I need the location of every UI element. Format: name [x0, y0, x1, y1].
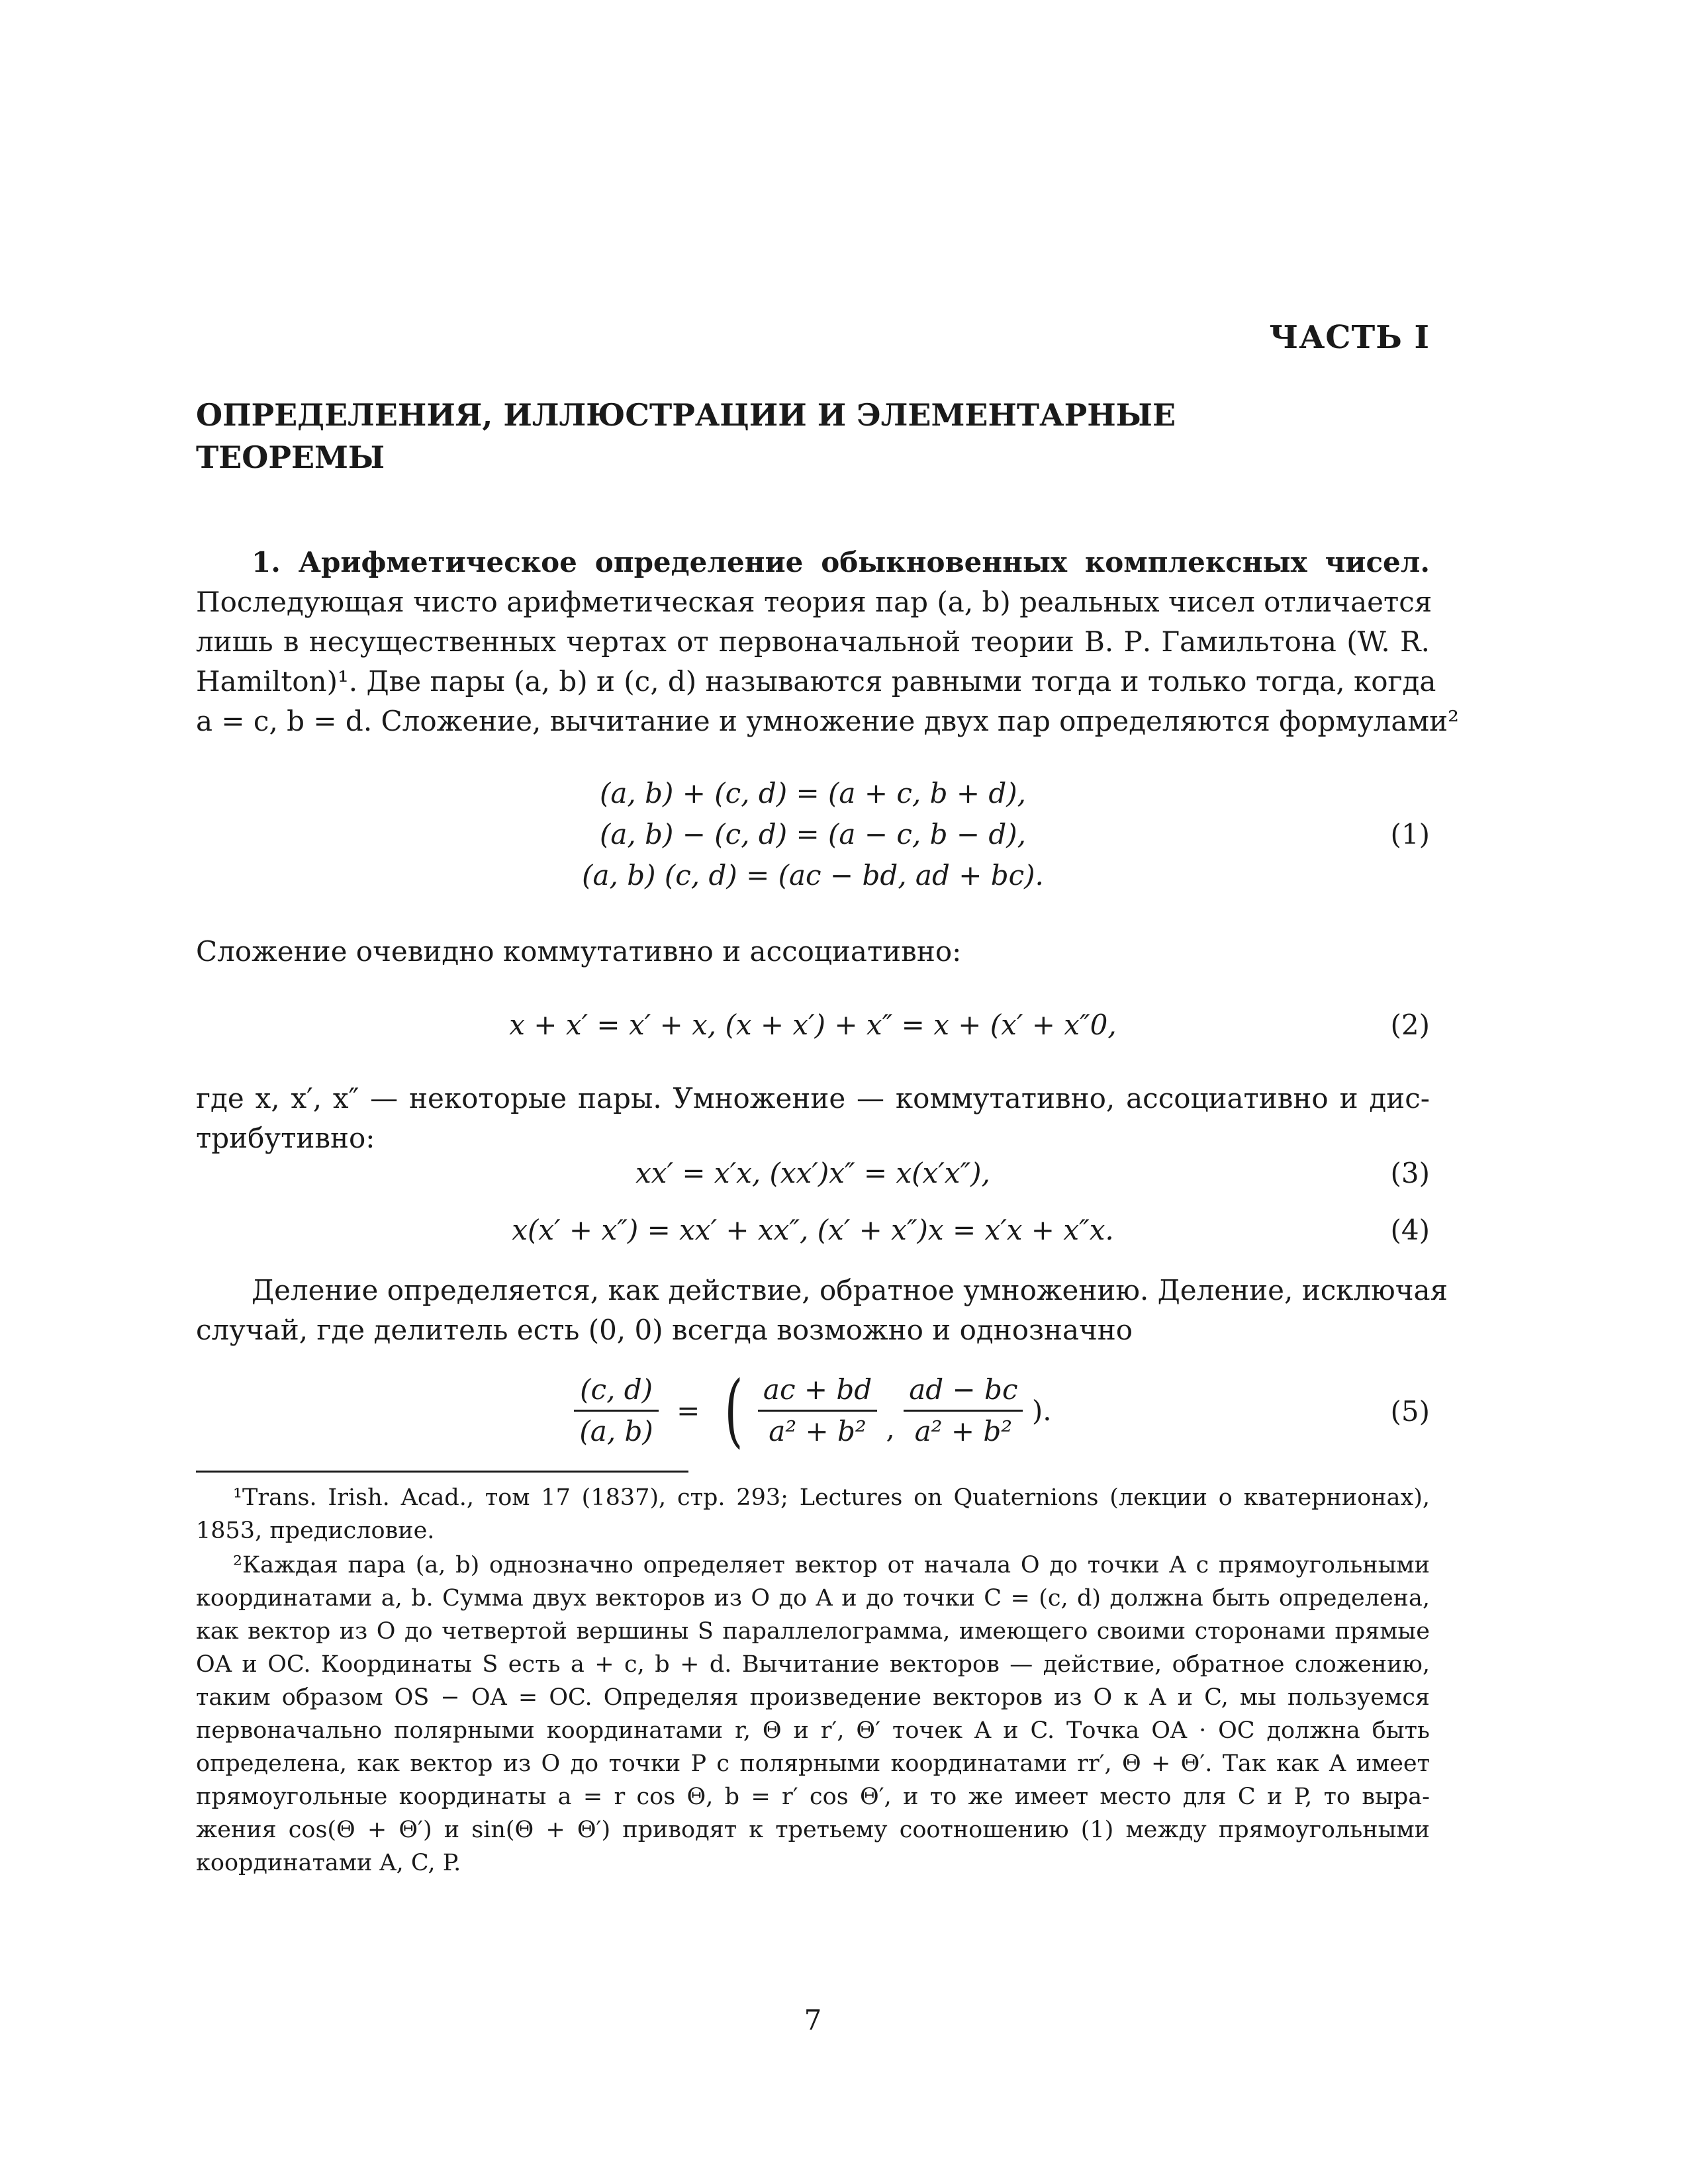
footnote-2-line-7: определена, как вектор из O до точки P с полярными координатами rr′, Θ + Θ′. Так как A имеет — [196, 1751, 1430, 1777]
equation-5-comma: , — [886, 1412, 895, 1445]
equation-5-fraction-1 — [758, 1370, 877, 1451]
equation-1-row-1: (a, b) + (c, d) = (a + c, b + d), — [599, 777, 1026, 809]
equation-5 — [196, 1364, 1430, 1457]
part-label: ЧАСТЬ I — [1269, 319, 1430, 356]
equation-5-fraction-2 — [904, 1370, 1023, 1451]
equation-4 — [196, 1210, 1430, 1251]
equation-2-number: (2) — [1390, 1009, 1430, 1041]
section-1-line-1: Последующая чисто арифметическая теория пар (a, b) реальных чисел отличается — [196, 586, 1432, 618]
footnote-2-line-4: OA и OC. Координаты S есть a + c, b + d. Вычитание векторов — действие, обратное сложению, — [196, 1651, 1430, 1678]
equation-5-fraction-2-numerator: ad − bc — [904, 1370, 1023, 1412]
equation-3-body: xx′ = x′x, (xx′)x″ = x(x′x″), — [635, 1157, 990, 1189]
equation-5-right-paren: ). — [1031, 1394, 1052, 1427]
footnote-1-line-2: 1853, предисловие. — [196, 1518, 435, 1544]
equation-3 — [196, 1153, 1430, 1194]
equation-4-number: (4) — [1390, 1214, 1430, 1246]
section-1-line-3: Hamilton)¹. Две пары (a, b) и (c, d) называются равными тогда и только тогда, когда — [196, 665, 1436, 698]
footnote-2-line-10: координатами A, C, P. — [196, 1850, 461, 1876]
text-commutative: Сложение очевидно коммутативно и ассоциативно: — [196, 935, 962, 968]
equation-1-number: (1) — [1390, 818, 1430, 850]
text-multiplication-line-1: где x, x′, x″ — некоторые пары. Умножение — коммутативно, ассоциативно и дис- — [196, 1082, 1430, 1115]
footnote-1-line-1: ¹Trans. Irish. Acad., том 17 (1837), стр. 293; Lectures on Quaternions (лекции о кватернионах), — [233, 1484, 1430, 1511]
section-1-line-2: лишь в несущественных чертах от первоначальной теории В. Р. Гамильтона (W. R. — [196, 625, 1430, 658]
footnote-2-line-9: жения cos(Θ + Θ′) и sin(Θ + Θ′) приводят к третьему соотношению (1) между прямоугольными — [196, 1817, 1430, 1843]
equation-3-number: (3) — [1390, 1157, 1430, 1189]
equation-5-lhs-numerator: (c, d) — [574, 1370, 658, 1412]
section-1-line-4: a = c, b = d. Сложение, вычитание и умножение двух пар определяются формулами² — [196, 705, 1459, 737]
equation-4-body: x(x′ + x″) = xx′ + xx″, (x′ + x″)x = x′x + x″x. — [512, 1214, 1114, 1246]
footnote-2-line-2: координатами a, b. Сумма двух векторов из O до A и до точки C = (c, d) должна быть определена, — [196, 1585, 1430, 1612]
chapter-title-line-2: ТЕОРЕМЫ — [196, 439, 385, 475]
text-division — [196, 1271, 1448, 1350]
footnote-2-line-1: ²Каждая пара (a, b) однозначно определяет вектор от начала O до точки A с прямоугольными — [233, 1552, 1430, 1578]
equation-5-equals: = — [677, 1394, 700, 1427]
equation-1-row-3: (a, b) (c, d) = (ac − bd, ad + bc). — [582, 859, 1044, 891]
equation-2-body: x + x′ = x′ + x, (x + x′) + x″ = x + (x′ + x″0, — [509, 1009, 1117, 1041]
equation-5-lhs-denominator: (a, b) — [579, 1415, 653, 1447]
text-multiplication — [196, 1079, 1430, 1158]
footnote-2-line-3: как вектор из O до четвертой вершины S параллелограмма, имеющего своими сторонами прямые — [196, 1618, 1430, 1645]
equation-2 — [196, 1005, 1430, 1046]
footnote-2-line-6: первоначально полярными координатами r, Θ и r′, Θ′ точек A и C. Точка OA · OC должна быть — [196, 1717, 1430, 1744]
equation-5-fraction-1-numerator: ac + bd — [758, 1370, 877, 1412]
page — [196, 0, 1459, 2184]
text-division-line-1: Деление определяется, как действие, обратное умножению. Деление, исключая — [252, 1274, 1448, 1306]
equation-5-number: (5) — [1390, 1395, 1430, 1428]
equation-1-row-2: (a, b) − (c, d) = (a − c, b − d), — [599, 818, 1026, 850]
equation-5-fraction-2-denominator: a² + b² — [914, 1415, 1013, 1447]
footnote-2-line-5: таким образом OS − OA = OC. Определяя произведение векторов из O к A и C, мы пользуемся — [196, 1684, 1430, 1711]
footnote-2-line-8: прямоугольные координаты a = r cos Θ, b = r′ cos Θ′, и то же имеет место для C и P, то выра- — [196, 1784, 1430, 1810]
section-1-heading: 1. Арифметическое определение обыкновенных комплексных чисел. — [252, 546, 1430, 578]
section-1-paragraph — [196, 543, 1459, 741]
equation-1 — [196, 773, 1430, 896]
text-multiplication-line-2: трибутивно: — [196, 1122, 375, 1154]
chapter-title — [196, 394, 1321, 478]
footnote-1 — [196, 1481, 1430, 1547]
text-division-line-2: случай, где делитель есть (0, 0) всегда возможно и однозначно — [196, 1314, 1133, 1346]
equation-5-fraction-1-denominator: a² + b² — [769, 1415, 867, 1447]
equation-5-left-paren: ( — [724, 1364, 743, 1457]
footnote-rule — [196, 1471, 688, 1473]
equation-5-lhs-fraction — [574, 1370, 658, 1451]
page-number: 7 — [804, 2004, 822, 2036]
footnote-2 — [196, 1549, 1430, 1880]
chapter-title-line-1: ОПРЕДЕЛЕНИЯ, ИЛЛЮСТРАЦИИ И ЭЛЕМЕНТАРНЫЕ — [196, 397, 1176, 433]
